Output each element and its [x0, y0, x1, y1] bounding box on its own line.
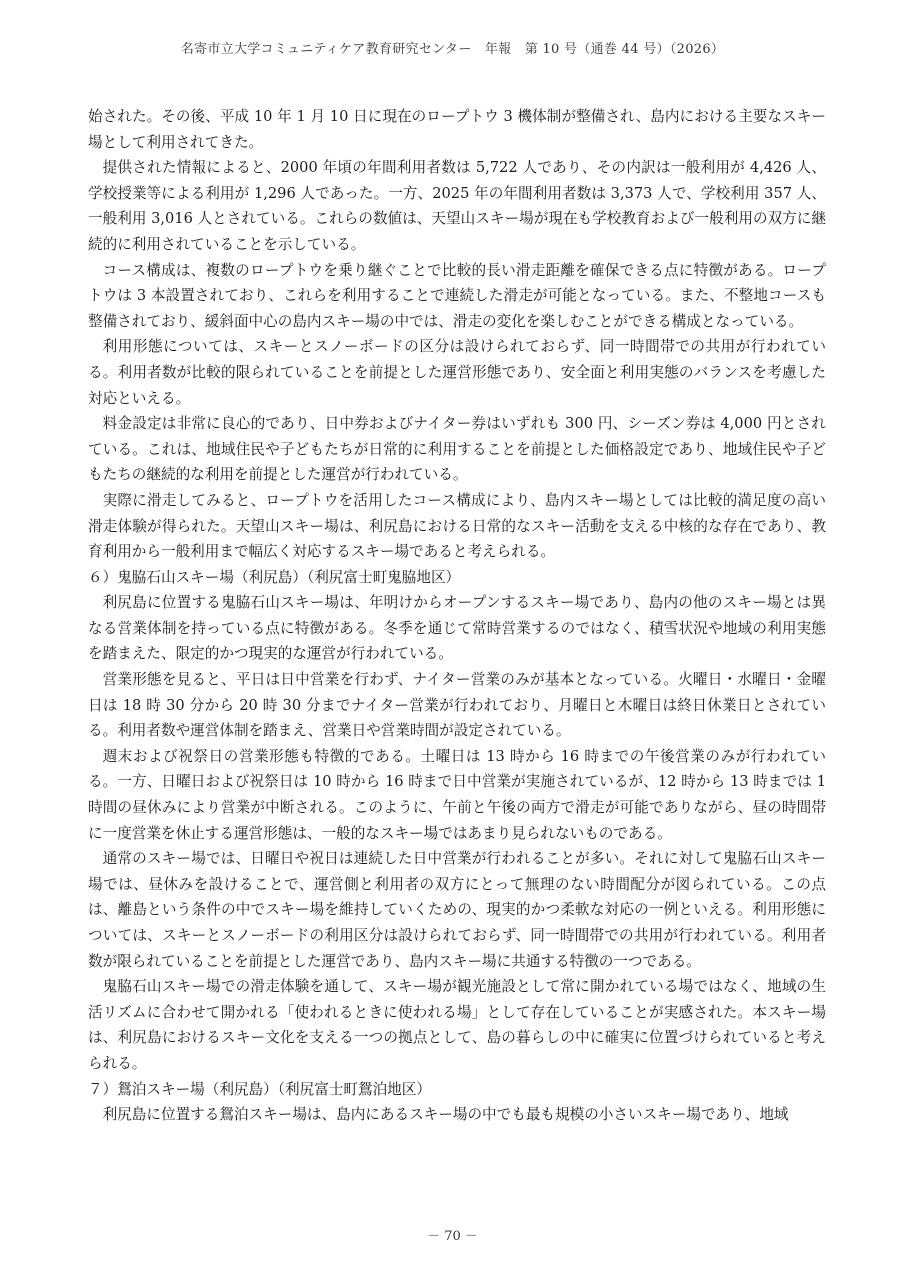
- paragraph: 鬼脇石山スキー場での滑走体験を通して、スキー場が観光施設として常に開かれている場ではなく、地域の生活リズムに合わせて開かれる「使われるときに使われる場」として存在していることが実感された。本スキー場は、利尻島におけるスキー文化を支える一つの拠点として、島の暮らしの中に確実に位置づけられていると考えられる。: [88, 978, 826, 1072]
- paragraph: 利尻島に位置する鴛泊スキー場は、島内にあるスキー場の中でも最も規模の小さいスキー場であり、地域: [102, 1106, 789, 1124]
- paragraph: 利用形態については、スキーとスノーボードの区分は設けられておらず、同一時間帯での共用が行われている。利用者数が比較的限られていることを前提とした運営形態であり、安全面と利用実態のバランスを考慮した対応といえる。: [88, 338, 826, 407]
- page-number: － 70 －: [427, 1229, 478, 1244]
- paragraph: コース構成は、複数のロープトウを乗り継ぐことで比較的長い滑走距離を確保できる点に特徴がある。ロープトウは 3 本設置されており、これらを利用することで連続した滑走が可能となっている。また、不整地コースも整備されており、緩斜面中心の島内スキー場の中では、滑走の変化を楽しむことができる構成となっている。: [88, 261, 826, 330]
- section-heading: ７）鴛泊スキー場（利尻島）（利尻富士町鴛泊地区）: [88, 1080, 431, 1098]
- paragraph: 始された。その後、平成 10 年 1 月 10 日に現在のロープトウ 3 機体制が整備され、島内における主要なスキー場として利用されてきた。: [88, 108, 826, 151]
- paragraph: 利尻島に位置する鬼脇石山スキー場は、年明けからオープンするスキー場であり、島内の他のスキー場とは異なる営業体制を持っている点に特徴がある。冬季を通じて常時営業するのではなく、積雪状況や地域の利用実態を踏まえた、限定的かつ現実的な運営が行われている。: [88, 594, 826, 663]
- paragraph: 週末および祝祭日の営業形態も特徴的である。土曜日は 13 時から 16 時までの午後営業のみが行われている。一方、日曜日および祝祭日は 10 時から 16 時まで日中営業が実施されているが、12 時から 13 時までは 1 時間の昼休みにより営業が中断される。このように、午前と午後の両方で滑走が可能でありながら、昼の時間帯に一度営業を休止する運営形態は、一般的なスキー場ではあまり見られないものである。: [88, 747, 826, 842]
- paragraph: 実際に滑走してみると、ロープトウを活用したコース構成により、島内スキー場としては比較的満足度の高い滑走体験が得られた。天望山スキー場は、利尻島における日常的なスキー活動を支える中核的な存在であり、教育利用から一般利用まで幅広く対応するスキー場であると考えられる。: [88, 491, 826, 561]
- section-heading: ６）鬼脇石山スキー場（利尻島）（利尻富士町鬼脇地区）: [88, 568, 461, 586]
- paragraph: 通常のスキー場では、日曜日や祝日は連続した日中営業が行われることが多い。それに対して鬼脇石山スキー場では、昼休みを設けることで、運営側と利用者の双方にとって無理のない時間配分が図られている。この点は、離島という条件の中でスキー場を維持していくための、現実的かつ柔軟な対応の一例といえる。利用形態については、スキーとスノーボードの利用区分は設けられておらず、同一時間帯での共用が行われている。利用者数が限られていることを前提とした運営であり、島内スキー場に共通する特徴の一つである。: [88, 850, 826, 970]
- paragraph: 提供された情報によると、2000 年頃の年間利用者数は 5,722 人であり、その内訳は一般利用が 4,426 人、学校授業等による利用が 1,296 人であった。一方、2025 年の年間利用者数は 3,373 人で、学校利用 357 人、一般利用 3,016 人とされている。これらの数値は、天望山スキー場が現在も学校教育および一般利用の双方に継続的に利用されていることを示している。: [88, 159, 826, 253]
- body-text: [88, 104, 826, 1128]
- running-header: 名寄市立大学コミュニティケア教育研究センター 年報 第 10 号（通巻 44 号）（2026）: [180, 42, 725, 57]
- paragraph: 料金設定は非常に良心的であり、日中券およびナイター券はいずれも 300 円、シーズン券は 4,000 円とされている。これは、地域住民や子どもたちが日常的に利用することを前提とした価格設定であり、地域住民や子どもたちの継続的な利用を前提とした運営が行われている。: [88, 415, 826, 484]
- paragraph: 営業形態を見ると、平日は日中営業を行わず、ナイター営業のみが基本となっている。火曜日・水曜日・金曜日は 18 時 30 分から 20 時 30 分までナイター営業が行われており、月曜日と木曜日は終日休業日とされている。利用者数や運営体制を踏まえ、営業日や営業時間が設定されている。: [88, 671, 826, 740]
